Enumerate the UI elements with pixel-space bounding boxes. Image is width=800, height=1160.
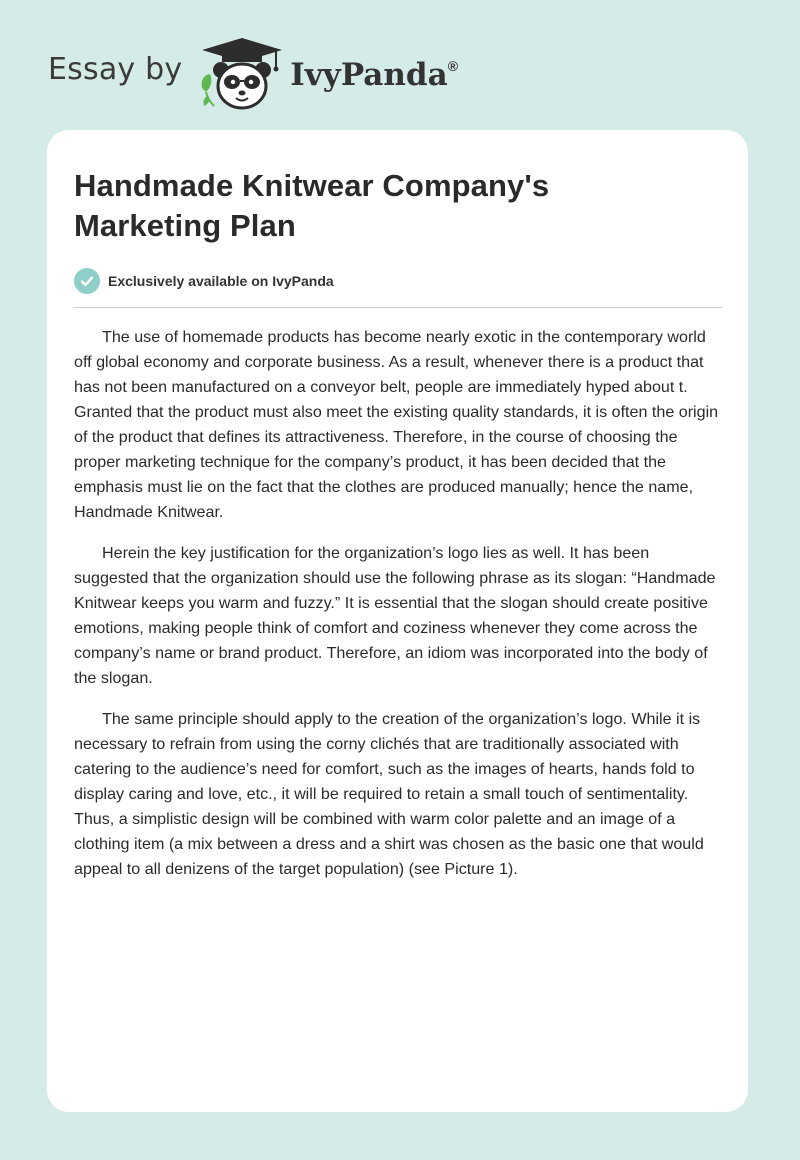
- exclusive-badge-label: Exclusively available on IvyPanda: [108, 273, 334, 289]
- paragraph-3: The same principle should apply to the creation of the organization’s logo. While it is necessary to refrain from using the corny clichés that are traditionally associated with catering to the audience’s need for comfort, such as the images of hearts, hands fold to display caring and love, etc., it will be required to retain a small touch of sentimentality. Thus, a simplistic design will be combined with warm color palette and an image of a clothing item (a mix between a dress and a shirt was chosen as the basic one that would appeal to all denizens of the target population) (see Picture 1).: [74, 710, 704, 878]
- paragraph-2: Herein the key justification for the organization’s logo lies as well. It has been suggested that the organization should use the following phrase as its slogan: “Handmade Knitwear keeps you warm and fuzzy.” It is essential that the slogan should create positive emotions, making people think of comfort and coziness whenever they come across the company’s name or brand product. Therefore, an idiom was incorporated into the body of the slogan.: [74, 544, 716, 687]
- panda-logo-icon[interactable]: [198, 36, 286, 112]
- title-line-1: Handmade Knitwear Company's: [74, 168, 550, 203]
- essay-by-label: Essay by: [48, 51, 183, 87]
- exclusive-badge: [74, 268, 722, 308]
- registered-mark: ®: [447, 58, 459, 74]
- check-circle-icon: [74, 268, 100, 294]
- brand-name[interactable]: IvyPanda®: [290, 57, 459, 93]
- site-header: [48, 34, 458, 114]
- essay-body: [74, 325, 722, 882]
- title-line-2: Marketing Plan: [74, 208, 296, 243]
- paragraph-1: The use of homemade products has become nearly exotic in the contemporary world off global economy and corporate business. As a result, whenever there is a product that has not been manufactured on a conveyor belt, people are immediately hyped about t. Granted that the product must also meet the existing quality standards, it is often the origin of the product that defines its attractiveness. Therefore, in the course of choosing the proper marketing technique for the company’s product, it has been decided that the emphasis must lie on the fact that the clothes are produced manually; hence the name, Handmade Knitwear.: [74, 328, 719, 521]
- essay-title: [74, 166, 722, 246]
- essay-card: [47, 130, 748, 1112]
